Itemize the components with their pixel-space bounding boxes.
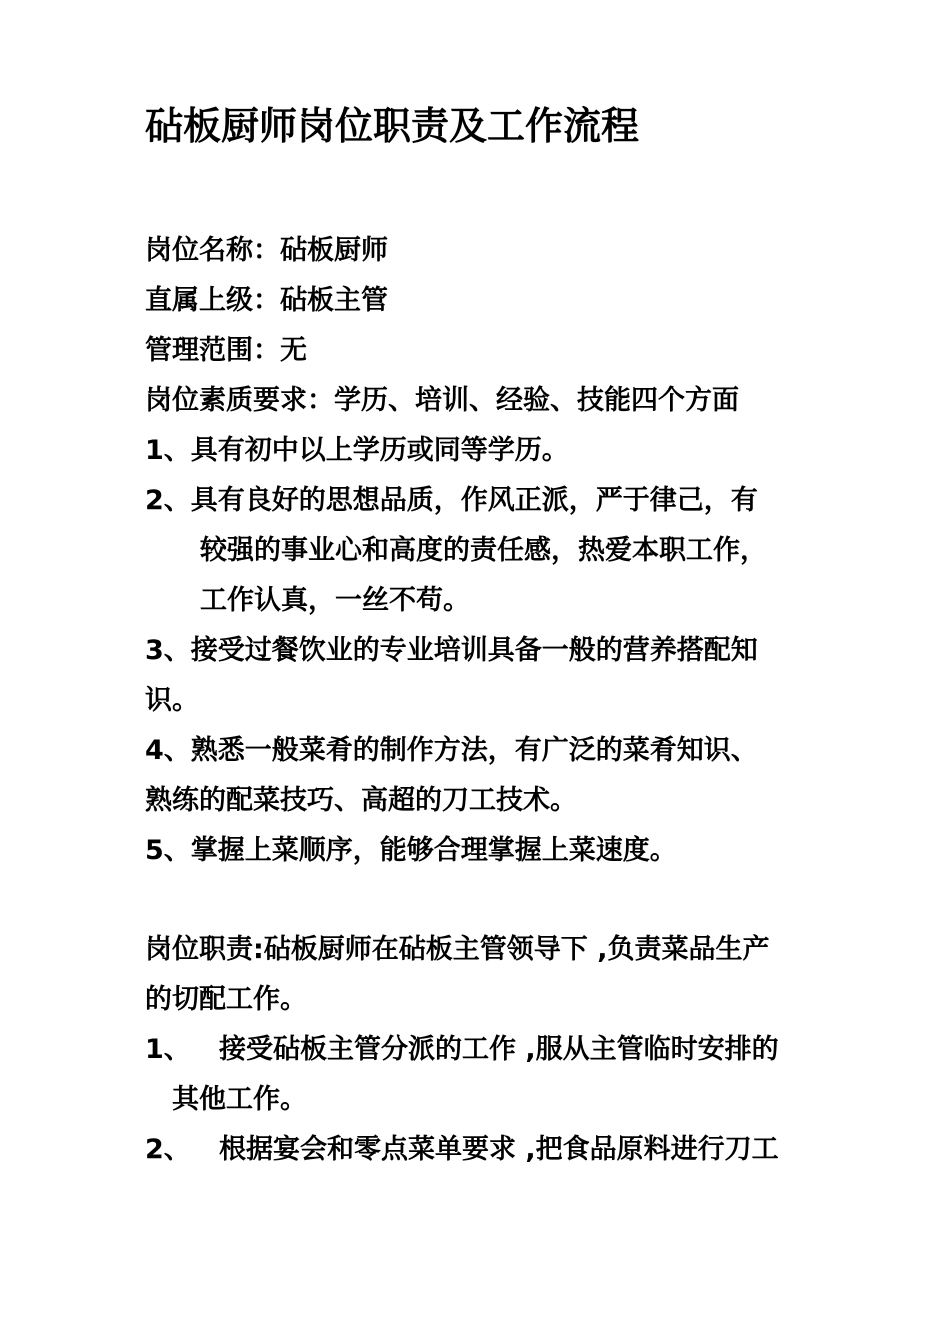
duty-1-line-1: 1、 接受砧板主管分派的工作 ,服从主管临时安排的 xyxy=(145,1034,779,1065)
duties-intro-line-1: 岗位职责:砧板厨师在砧板主管领导下 ,负责菜品生产 xyxy=(145,934,770,965)
requirement-2-line-1: 2、具有良好的思想品质，作风正派，严于律己，有 xyxy=(145,485,758,516)
document-title: 砧板厨师岗位职责及工作流程 xyxy=(145,104,640,148)
requirement-4-line-2: 熟练的配菜技巧、高超的刀工技术。 xyxy=(145,785,577,816)
requirement-5: 5、掌握上菜顺序，能够合理掌握上菜速度。 xyxy=(145,835,677,866)
duty-1-line-2: 其他工作。 xyxy=(172,1084,307,1115)
quality-requirements-line: 岗位素质要求：学历、培训、经验、技能四个方面 xyxy=(145,385,739,416)
duty-2-line-1: 2、 根据宴会和零点菜单要求 ,把食品原料进行刀工 xyxy=(145,1134,779,1165)
requirement-3-line-2: 识。 xyxy=(145,685,199,716)
requirement-3-line-1: 3、接受过餐饮业的专业培训具备一般的营养搭配知 xyxy=(145,635,758,666)
duties-intro-line-2: 的切配工作。 xyxy=(145,984,307,1015)
requirement-4-line-1: 4、熟悉一般菜肴的制作方法，有广泛的菜肴知识、 xyxy=(145,735,758,766)
requirement-1: 1、具有初中以上学历或同等学历。 xyxy=(145,435,569,466)
position-name-line: 岗位名称：砧板厨师 xyxy=(145,235,388,266)
management-scope-line: 管理范围：无 xyxy=(145,335,307,366)
requirement-2-line-2: 较强的事业心和高度的责任感，热爱本职工作， xyxy=(200,535,767,566)
superior-line: 直属上级：砧板主管 xyxy=(145,285,388,316)
requirement-2-line-3: 工作认真，一丝不苟。 xyxy=(200,585,470,616)
